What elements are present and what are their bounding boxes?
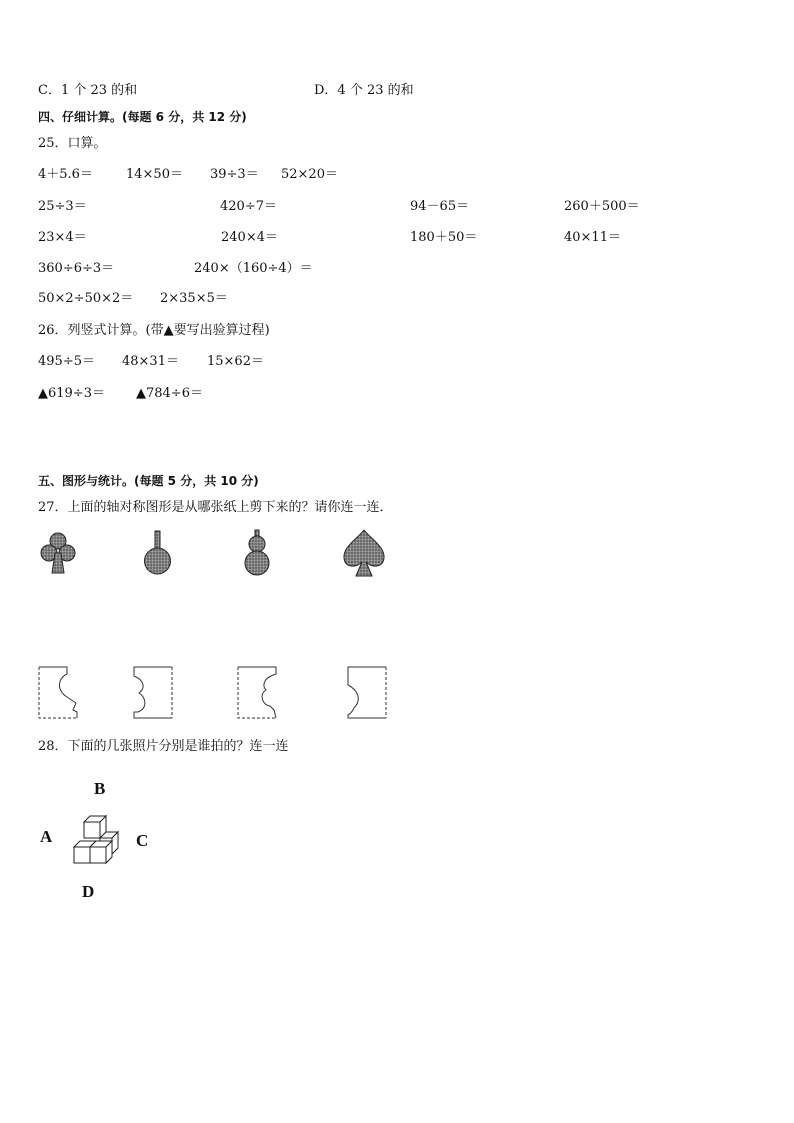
spade-icon — [344, 530, 384, 576]
option-c: C．1 个 23 的和 — [38, 83, 138, 98]
q26-item: 48×31＝ — [122, 354, 179, 369]
q25-item: 52×20＝ — [281, 167, 338, 182]
q25-item: 240×（160÷4）＝ — [194, 261, 313, 276]
q26-item: ▲784÷6＝ — [136, 386, 203, 401]
q25-item: 14×50＝ — [126, 167, 183, 182]
q25-item: 180＋50＝ — [410, 230, 478, 245]
section-4-title: 四、仔细计算。(每题 6 分，共 12 分) — [38, 110, 247, 124]
q25-item: 360÷6÷3＝ — [38, 261, 115, 276]
paper-cut-3 — [238, 667, 276, 718]
club-icon — [41, 533, 75, 573]
round-flask-icon — [145, 531, 171, 574]
q25-item: 23×4＝ — [38, 230, 87, 245]
q25-item: 50×2÷50×2＝ — [38, 291, 134, 306]
label-b: B — [94, 779, 106, 798]
q26-title: 26．列竖式计算。(带▲要写出验算过程) — [38, 323, 270, 338]
q25-item: 39÷3＝ — [210, 167, 259, 182]
q26-item: ▲619÷3＝ — [38, 386, 105, 401]
section-5-title: 五、图形与统计。(每题 5 分，共 10 分) — [38, 474, 259, 488]
q26-item: 495÷5＝ — [38, 354, 95, 369]
q25-item: 240×4＝ — [221, 230, 278, 245]
q25-item: 94－65＝ — [410, 199, 470, 214]
q25-item: 25÷3＝ — [38, 199, 87, 214]
q25-item: 40×11＝ — [564, 230, 621, 245]
label-c: C — [136, 831, 149, 850]
q25-item: 4＋5.6＝ — [38, 167, 93, 182]
option-d: D．4 个 23 的和 — [314, 83, 414, 98]
q27-title: 27．上面的轴对称图形是从哪张纸上剪下来的？请你连一连． — [38, 500, 393, 515]
label-a: A — [40, 827, 53, 846]
q28-title: 28．下面的几张照片分别是谁拍的？连一连 — [38, 739, 289, 754]
q25-title: 25．口算。 — [38, 136, 107, 151]
paper-cut-2 — [134, 667, 172, 718]
label-d: D — [82, 882, 95, 901]
gourd-icon — [245, 530, 269, 575]
q25-item: 420÷7＝ — [220, 199, 277, 214]
q25-item: 2×35×5＝ — [160, 291, 228, 306]
q25-item: 260＋500＝ — [564, 199, 640, 214]
cube-stack-figure — [74, 816, 118, 863]
q26-item: 15×62＝ — [207, 354, 264, 369]
paper-cut-1 — [39, 667, 77, 718]
paper-cut-4 — [348, 667, 386, 718]
